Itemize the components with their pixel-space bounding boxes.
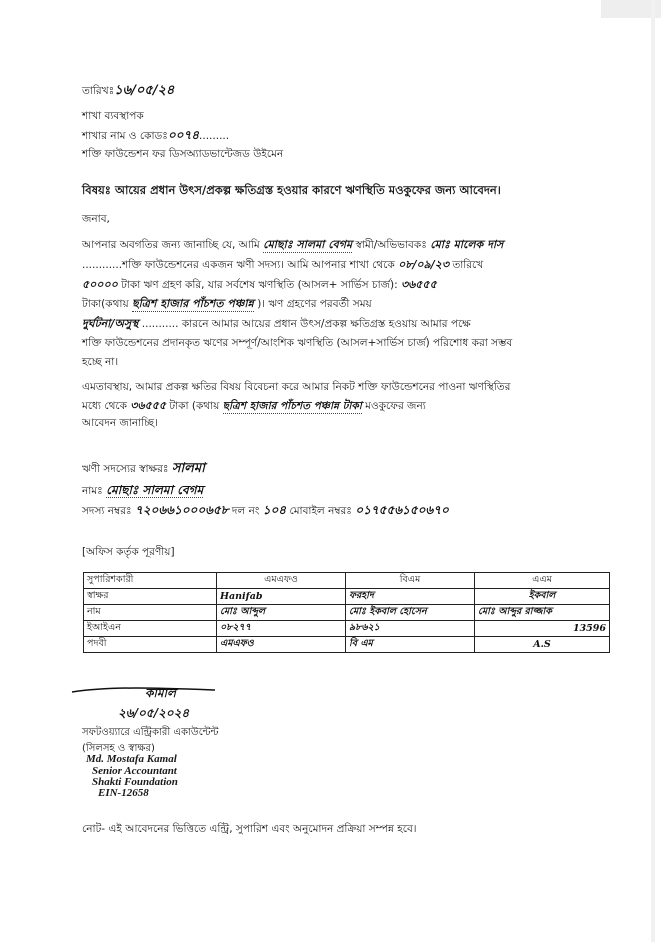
table-cell: ইকবাল: [475, 589, 610, 605]
office-table: [83, 572, 610, 653]
organization-name: শক্তি ফাউন্ডেশন ফর ডিসঅ্যাডভান্টেজড উইমেন: [82, 148, 284, 160]
branch-code: ০০৭৪: [167, 128, 200, 142]
outstanding-words: ছত্রিশ হাজার পাঁচশত পঞ্চান্ন: [131, 297, 254, 310]
table-cell: A.S: [475, 637, 610, 653]
applicant-name: মোছাঃ সালমা বেগম: [263, 238, 353, 251]
table-header-cell: এমএফও: [217, 573, 346, 589]
row-label: স্বাক্ষর: [84, 589, 217, 605]
accountant-signature: কামাল: [145, 686, 176, 700]
member-id-label: সদস্য নম্বরঃ: [82, 505, 132, 517]
body-line-6: শক্তি ফাউন্ডেশনের প্রদানকৃত ঋণের সম্পূর্ণ/আংশিক ঋণস্থিতি (আসল+সার্ভিস চার্জ) পরিশোধ করা সম্ভব: [82, 337, 513, 349]
table-header-cell: বিএম: [346, 573, 475, 589]
table-cell: মোঃ আব্দুল: [217, 605, 346, 621]
body-text: ............শক্তি ফাউন্ডেশনের একজন ঋণী সদস্য। আমি আপনার শাখা থেকে: [82, 259, 395, 271]
stamp-title: Senior Accountant: [92, 765, 177, 777]
table-cell: ৯৮৬২১: [346, 621, 475, 637]
body-text: মধ্যে থেকে: [82, 400, 127, 412]
table-row: [84, 621, 610, 637]
table-row: [84, 589, 610, 605]
table-cell: ফরহাদ: [346, 589, 475, 605]
body-line-3: [82, 278, 437, 292]
member-id: ৭২০৬৬১০০০৬৫৮: [134, 503, 229, 517]
office-caption: [অফিস কর্তৃক পূরণীয়]: [82, 546, 175, 558]
loan-date: ০৮/০৯/২৩: [398, 258, 449, 271]
outstanding-amount: ৩৬৫৫৫: [400, 278, 437, 291]
member-name-line: [82, 483, 203, 498]
branch-manager: শাখা ব্যবস্থাপক: [82, 110, 144, 122]
row-label: ইআইএন: [84, 621, 217, 637]
body-text: টাকা (কথায়: [169, 400, 220, 412]
body-line-1: [82, 238, 503, 253]
body-text: )। ঋণ গ্রহণের পরবর্তী সময়: [257, 298, 372, 310]
mobile-number: ০১৭৫৫৬১৫০৬৭০: [355, 503, 449, 517]
body-text: টাকা ঋণ গ্রহণ করি, যার সর্বশেষ ঋণস্থিতি (আসল+ সার্ভিস চার্জ):: [121, 279, 398, 291]
table-header-cell: এএম: [475, 573, 610, 589]
body-line-2: [82, 258, 483, 272]
table-cell: মোঃ ইকবাল হোসেন: [346, 605, 475, 621]
row-label: পদবী: [84, 637, 217, 653]
member-signature: সালমা: [171, 461, 205, 476]
row-label: নাম: [84, 605, 217, 621]
body-line-10: আবেদন জানাচ্ছি।: [82, 417, 158, 429]
date-line: [82, 84, 174, 98]
body-text: মওকুফের জন্য: [365, 400, 426, 412]
table-row: [84, 637, 610, 653]
date-label: তারিখঃ: [82, 85, 115, 97]
guardian-name: মোঃ মালেক দাস: [430, 238, 504, 251]
member-name-label: নামঃ: [82, 485, 103, 497]
waiver-words: ছত্রিশ হাজার পাঁচশত পঞ্চান্ন টাকা: [222, 400, 362, 412]
date-value: ১৬/০৫/২৪: [114, 83, 175, 98]
body-line-9: [82, 399, 426, 414]
table-header-cell: সুপারিশকারী: [84, 573, 217, 589]
table-cell: 13596: [475, 621, 610, 637]
group-label: দল নং: [231, 505, 260, 517]
loan-amount: ৫০০০০: [82, 278, 118, 291]
branch-name-label: শাখার নাম ও কোডঃ: [82, 130, 168, 142]
waiver-amount: ৩৬৫৫৫: [130, 399, 167, 412]
body-text: আপনার অবগতির জন্য জানাচ্ছি যে, আমি: [82, 239, 260, 251]
table-cell: বি এম: [346, 637, 475, 653]
body-line-8: এমতাবস্থায়, আমার প্রকল্প ক্ষতির বিষয় বিবেচনা করে আমার নিকট শক্তি ফাউন্ডেশনের পাওনা ঋণস্থিতির: [82, 381, 511, 393]
body-text: তারিখে: [452, 259, 484, 271]
member-signature-line: [82, 462, 205, 476]
body-line-5: [82, 317, 471, 331]
table-cell: Hanifab: [217, 589, 346, 605]
scan-edge: [651, 0, 655, 942]
member-id-line: [82, 503, 449, 518]
stamp-ein: EIN-12658: [98, 787, 149, 799]
body-line-7: হচ্ছে না।: [82, 356, 119, 368]
member-signature-label: ঋণী সদস্যের স্বাক্ষরঃ: [82, 463, 169, 475]
seal-note: (সিলসহ ও স্বাক্ষর): [82, 743, 155, 754]
table-cell: ০৮২৭৭: [217, 621, 346, 637]
branch-line: শাখার নাম ও কোডঃ০০৭৪.........: [82, 128, 230, 142]
body-text: টাকা(কথায়: [82, 298, 129, 310]
body-line-4: [82, 297, 372, 312]
table-cell: মোঃ আব্দুর রাজ্জাক: [475, 605, 610, 621]
accountant-date: ২৬/০৫/২০২৪: [118, 706, 190, 720]
stamp-org: Shakti Foundation: [92, 776, 178, 788]
subject-line: বিষয়ঃ আয়ের প্রধান উৎস/প্রকল্প ক্ষতিগ্রস্ত হওয়ার কারণে ঋণস্থিতি মওকুফের জন্য আবেদন।: [82, 183, 501, 197]
stamp-name: Md. Mostafa Kamal: [86, 753, 177, 765]
table-cell: এমএফও: [217, 637, 346, 653]
group-number: ১০৪: [262, 503, 287, 517]
footer-note: নোট- এই আবেদনের ভিত্তিতে এন্ট্রি, সুপারিশ এবং অনুমোদন প্রক্রিয়া সম্পন্ন হবে।: [82, 823, 417, 835]
damage-reason: দুর্ঘটনা/অসুস্থ: [82, 317, 139, 330]
table-header-row: [84, 573, 610, 589]
body-text: স্বামী/অভিভাবকঃ: [355, 239, 427, 251]
mobile-label: মোবাইল নম্বরঃ: [289, 505, 352, 517]
body-text: ........... কারনে আমার আয়ের প্রধান উৎস/প্রকল্প ক্ষতিগ্রস্ত হওয়ায় আমার পক্ষে: [141, 318, 471, 330]
member-name: মোছাঃ সালমা বেগম: [106, 483, 204, 497]
table-row: [84, 605, 610, 621]
accountant-title: সফটওয়্যারে এন্ট্রিকারী একাউন্টেন্ট: [82, 727, 219, 738]
salutation: জনাব,: [82, 213, 110, 225]
